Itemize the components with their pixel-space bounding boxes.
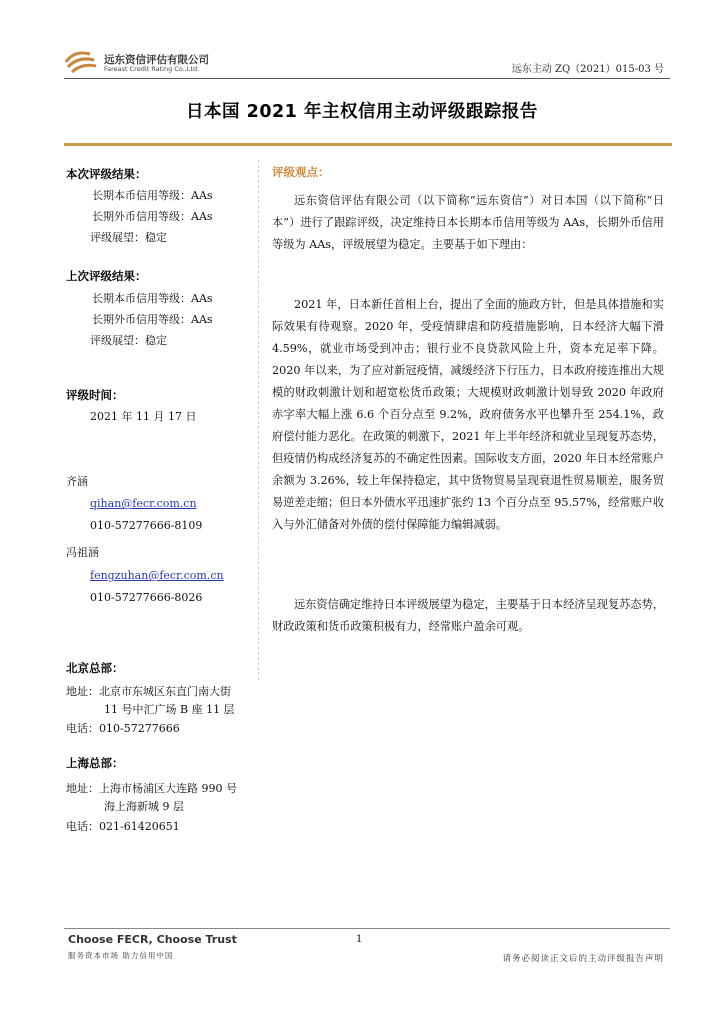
current-foreign-rating: 长期外币信用等级：AAs — [92, 210, 213, 223]
rating-date: 2021 年 11 月 17 日 — [90, 410, 197, 423]
beijing-phone: 电话：010-57277666 — [66, 722, 180, 735]
footer-tagline: 服务资本市场 助力信用中国 — [68, 951, 174, 960]
report-number: 远东主动 ZQ（2021）015-03 号 — [511, 64, 664, 75]
beijing-address-line-1: 地址：北京市东城区东直门南大街 — [66, 685, 231, 698]
title-gold-rule — [64, 143, 672, 146]
previous-rating-heading: 上次评级结果： — [66, 269, 147, 283]
previous-local-rating: 长期本币信用等级：AAs — [92, 292, 213, 305]
shanghai-phone: 电话：021-61420651 — [66, 820, 180, 833]
column-divider — [258, 160, 259, 680]
analyst-email-2[interactable]: fengzuhan@fecr.com.cn — [90, 569, 224, 582]
viewpoint-paragraph-1: 远东资信评估有限公司（以下简称“远东资信”）对日本国（以下简称“日本”）进行了跟踪评级，决定维持日本长期本币信用等级为 AAs，长期外币信用等级为 AAs，评级展望为稳定。主要基于如下理由： — [272, 194, 664, 251]
company-logo-icon — [64, 48, 98, 76]
beijing-heading: 北京总部： — [66, 661, 124, 675]
page-number: 1 — [356, 934, 363, 945]
analyst-name-2: 冯祖涵 — [66, 546, 99, 559]
viewpoint-heading: 评级观点： — [272, 165, 330, 179]
current-local-rating: 长期本币信用等级：AAs — [92, 189, 213, 202]
company-logo — [64, 48, 244, 78]
viewpoint-paragraph-3: 远东资信确定维持日本评级展望为稳定，主要基于日本经济呈现复苏态势，财政政策和货币政策积极有力，经常账户盈余可观。 — [272, 598, 664, 633]
shanghai-address-line-1: 地址：上海市杨浦区大连路 990 号 — [66, 782, 237, 795]
current-outlook: 评级展望：稳定 — [90, 231, 167, 244]
footer-slogan: Choose FECR, Choose Trust — [68, 933, 237, 946]
shanghai-address-line-2: 海上海新城 9 层 — [104, 800, 184, 813]
shanghai-heading: 上海总部： — [66, 756, 124, 770]
footer-rule — [64, 928, 670, 929]
analyst-name-1: 齐涵 — [66, 475, 88, 488]
page-title: 日本国 2021 年主权信用主动评级跟踪报告 — [186, 102, 538, 122]
analyst-phone-2: 010-57277666-8026 — [90, 591, 203, 604]
beijing-address-line-2: 11 号中汇广场 B 座 11 层 — [104, 703, 235, 716]
analyst-phone-1: 010-57277666-8109 — [90, 519, 203, 532]
logo-english-name: Fareast Credit Rating Co.,Ltd. — [104, 65, 200, 73]
previous-foreign-rating: 长期外币信用等级：AAs — [92, 313, 213, 326]
footer-disclaimer-note: 请务必阅读正文后的主动评级报告声明 — [502, 954, 664, 964]
logo-chinese-name: 远东资信评估有限公司 — [104, 54, 209, 66]
header-rule — [64, 78, 670, 79]
viewpoint-paragraph-2: 2021 年，日本新任首相上台，提出了全面的施政方针，但是具体措施和实际效果有待观察。2020 年，受疫情肆虐和防疫措施影响，日本经济大幅下滑 4.59%，就业市场受到冲击；银行业不良贷款风险上升，资本充足率下降。2020 年以来，为了应对新冠疫情，减缓经济下行压力，日本政府接连推出大规模的财政刺激计划和超宽松货币政策；大规模财政刺激计划导致 2020 年政府赤字率大幅上涨 6.6 个百分点至 9.2%，政府债务水平也攀升至 254.1%，政府偿付能力恶化。在政策的刺激下，2021 年上半年经济和就业呈现复苏态势，但疫情仍构成经济复苏的不确定性因素。国际收支方面，2020 年日本经常账户余额为 3.26%，较上年保持稳定，其中货物贸易呈现衰退性贸易顺差，服务贸易逆差走缩；但日本外债水平迅速扩张约 13 个百分点至 95.57%，经常账户收入与外汇储备对外债的偿付保障能力编辑减弱。 — [272, 298, 665, 531]
previous-outlook: 评级展望：稳定 — [90, 334, 167, 347]
current-rating-heading: 本次评级结果： — [66, 167, 147, 181]
rating-time-heading: 评级时间： — [66, 388, 124, 402]
analyst-email-1[interactable]: qihan@fecr.com.cn — [90, 497, 197, 510]
